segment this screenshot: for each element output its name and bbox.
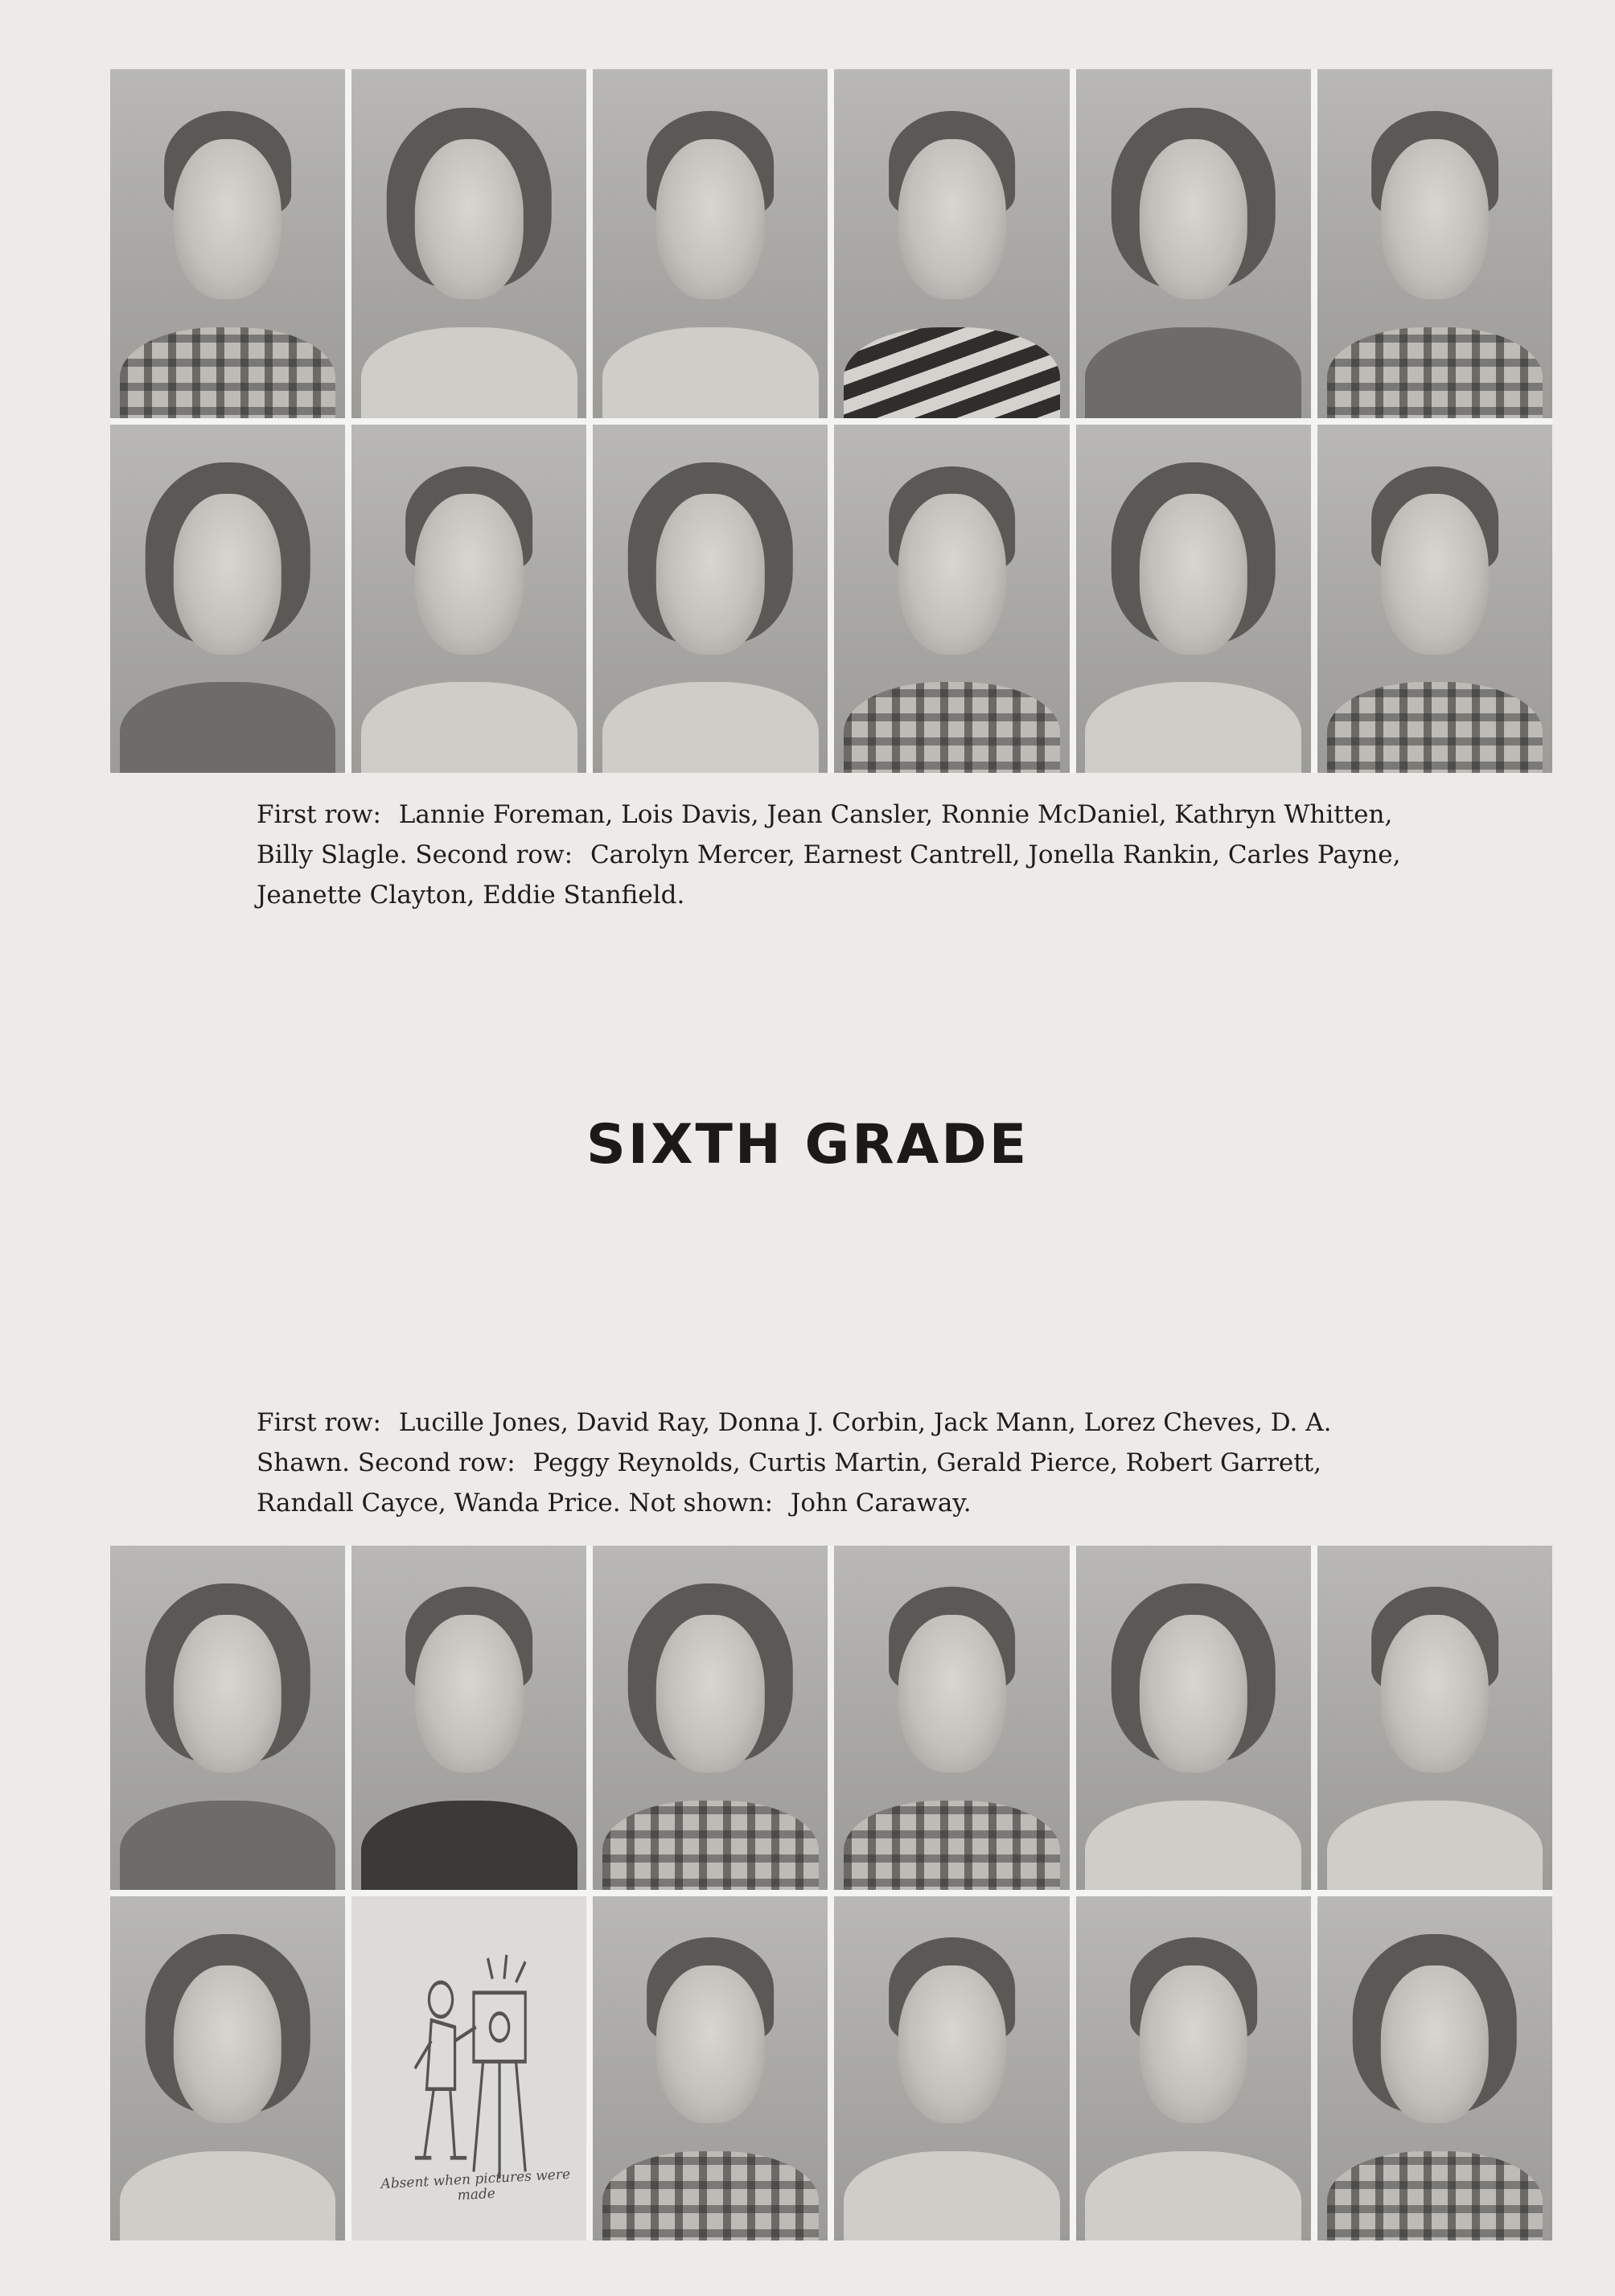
student-photo: [1076, 425, 1311, 774]
caption-top: [257, 795, 1415, 915]
first-row-label: First row:: [257, 1408, 381, 1437]
student-photo: [110, 1546, 345, 1890]
student-photo: [593, 1896, 828, 2241]
student-photo: [351, 69, 586, 418]
student-photo: [110, 1896, 345, 2241]
student-photo: [1317, 1896, 1552, 2241]
student-photo: [834, 1896, 1069, 2241]
first-row-names: Lannie Foreman, Lois Davis, Jean Cansler, Ronnie McDaniel, Kathryn Whitten, Billy Slagle.: [257, 800, 1393, 869]
second-row-names: Carolyn Mercer, Earnest Cantrell, Jonella Rankin, Carles Payne, Jeanette Clayton, Eddie Stanfield.: [257, 840, 1401, 910]
student-photo: [1076, 1896, 1311, 2241]
not-shown-names: John Caraway.: [790, 1489, 972, 1518]
student-photo: [351, 1546, 586, 1890]
first-row-names: Lucille Jones, David Ray, Donna J. Corbin, Jack Mann, Lorez Cheves, D. A. Shawn.: [257, 1408, 1332, 1477]
second-row-names: Peggy Reynolds, Curtis Martin, Gerald Pierce, Robert Garrett, Randall Cayce, Wanda Price.: [257, 1448, 1321, 1518]
student-photo: [1317, 425, 1552, 774]
student-photo: [1317, 69, 1552, 418]
student-photo: [1076, 1546, 1311, 1890]
page-title: SIXTH GRADE: [586, 1113, 1029, 1177]
absent-note: Absent when pictures were made: [380, 2166, 571, 2204]
student-photo: [834, 69, 1069, 418]
student-photo: [593, 1546, 828, 1890]
second-row-label: Second row:: [415, 840, 573, 869]
photo-grid-top: [110, 69, 1552, 773]
first-row-label: First row:: [257, 800, 381, 829]
not-shown-label: Not shown:: [628, 1489, 774, 1518]
student-photo: [1317, 1546, 1552, 1890]
student-photo: [834, 1546, 1069, 1890]
student-photo: [110, 425, 345, 774]
caption-bottom: [257, 1403, 1415, 1523]
student-photo: [110, 69, 345, 418]
student-photo: [834, 425, 1069, 774]
student-photo: [593, 425, 828, 774]
student-photo: [593, 69, 828, 418]
second-row-label: Second row:: [357, 1448, 516, 1477]
student-photo: [351, 425, 586, 774]
student-photo: [1076, 69, 1311, 418]
absent-cartoon: [351, 1896, 586, 2241]
photo-grid-bottom: [110, 1546, 1552, 2241]
